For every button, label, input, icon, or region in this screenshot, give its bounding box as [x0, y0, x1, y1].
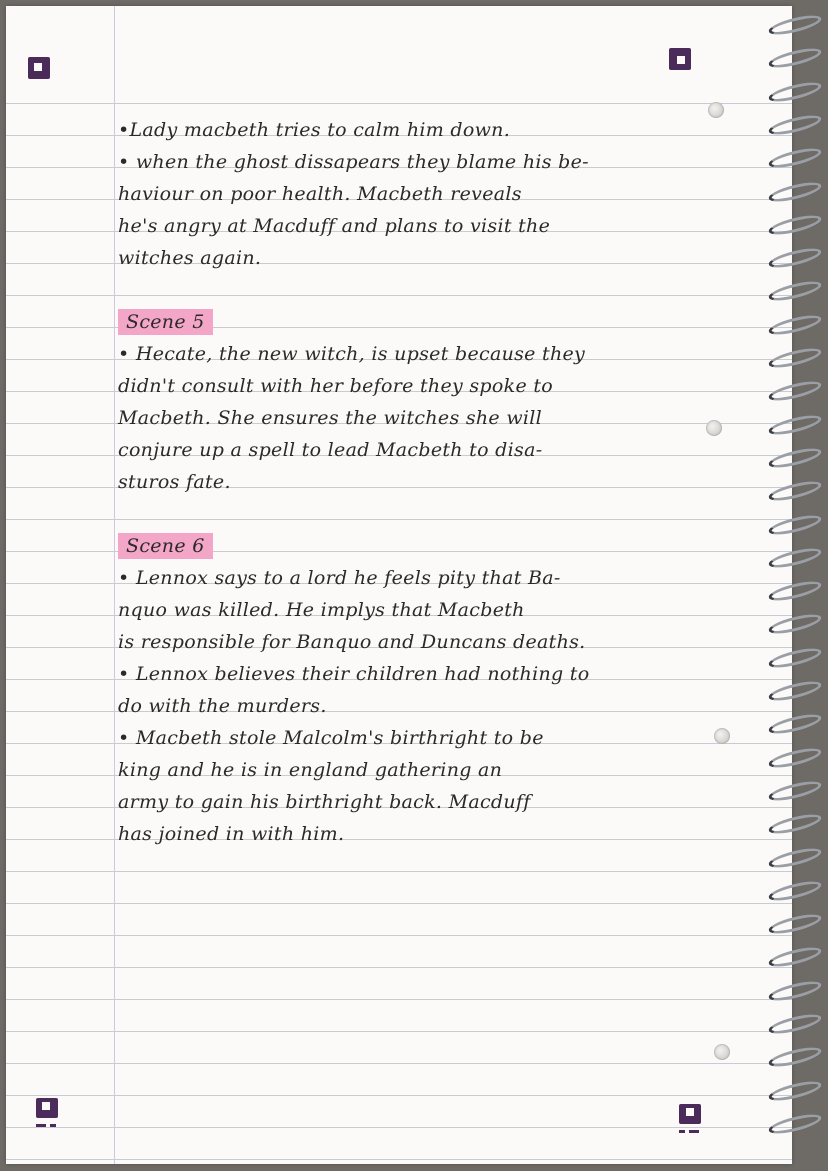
spiral-coil	[767, 445, 823, 472]
spiral-coil	[767, 811, 823, 838]
note-text: • Lennox believes their children had nothing to	[118, 663, 590, 685]
note-line	[118, 242, 778, 274]
spiral-coil	[767, 112, 823, 139]
corner-mark-top-right-icon	[669, 48, 691, 70]
note-line	[118, 178, 778, 210]
spiral-coil	[767, 211, 823, 238]
spiral-coil	[767, 1111, 823, 1138]
note-text: is responsible for Banquo and Duncans deaths.	[118, 631, 586, 653]
spiral-coil	[767, 644, 823, 671]
note-text: •Lady macbeth tries to calm him down.	[118, 119, 511, 141]
spiral-coil	[767, 145, 823, 172]
note-line	[118, 658, 778, 690]
spiral-coil	[767, 345, 823, 372]
note-text: conjure up a spell to lead Macbeth to disa-	[118, 439, 543, 461]
note-text: • Lennox says to a lord he feels pity that Ba-	[118, 567, 561, 589]
note-text: do with the murders.	[118, 695, 327, 717]
corner-mark-bottom-left-icon	[36, 1098, 58, 1118]
corner-tick-bottom-left	[36, 1124, 46, 1127]
note-line	[118, 274, 778, 306]
spiral-binding	[768, 18, 828, 1158]
note-line	[118, 498, 778, 530]
notebook-page	[6, 6, 792, 1164]
note-line	[118, 786, 778, 818]
spiral-coil	[767, 578, 823, 605]
corner-mark-top-left-icon	[28, 57, 50, 79]
note-text: • Hecate, the new witch, is upset because they	[118, 343, 586, 365]
note-text: witches again.	[118, 247, 262, 269]
note-line	[118, 146, 778, 178]
spiral-coil	[767, 178, 823, 205]
scene-heading: Scene 5	[118, 309, 213, 335]
spiral-coil	[767, 544, 823, 571]
note-text: king and he is in england gathering an	[118, 759, 503, 781]
spiral-coil	[767, 378, 823, 405]
note-line	[118, 626, 778, 658]
note-line	[118, 210, 778, 242]
punch-hole-bottom	[714, 1044, 730, 1060]
spiral-coil	[767, 478, 823, 505]
note-line	[118, 594, 778, 626]
spiral-coil	[767, 711, 823, 738]
spiral-coil	[767, 977, 823, 1004]
spiral-coil	[767, 45, 823, 72]
note-line	[118, 434, 778, 466]
note-line	[118, 466, 778, 498]
note-line	[118, 722, 778, 754]
note-line	[118, 370, 778, 402]
note-text: haviour on poor health. Macbeth reveals	[118, 183, 522, 205]
scene-heading: Scene 6	[118, 533, 213, 559]
note-text: he's angry at Macduff and plans to visit the	[118, 215, 551, 237]
margin-line	[114, 6, 115, 1164]
note-text: nquo was killed. He implys that Macbeth	[118, 599, 525, 621]
spiral-coil	[767, 1044, 823, 1071]
note-line	[118, 690, 778, 722]
note-line	[118, 754, 778, 786]
corner-tick-bottom-right	[679, 1130, 685, 1133]
note-text: • Macbeth stole Malcolm's birthright to be	[118, 727, 544, 749]
note-text: • when the ghost dissapears they blame his be-	[118, 151, 589, 173]
corner-mark-bottom-right-icon	[679, 1104, 701, 1124]
note-line	[118, 402, 778, 434]
spiral-coil	[767, 744, 823, 771]
spiral-coil	[767, 678, 823, 705]
note-line	[118, 530, 778, 562]
note-text: has joined in with him.	[118, 823, 345, 845]
spiral-coil	[767, 1011, 823, 1038]
note-line	[118, 818, 778, 850]
spiral-coil	[767, 511, 823, 538]
spiral-coil	[767, 778, 823, 805]
spiral-coil	[767, 245, 823, 272]
spiral-coil	[767, 78, 823, 105]
spiral-coil	[767, 1077, 823, 1104]
spiral-coil	[767, 411, 823, 438]
corner-tick-bottom-left-2	[50, 1124, 56, 1127]
note-line	[118, 562, 778, 594]
note-text: sturos fate.	[118, 471, 231, 493]
spiral-coil	[767, 611, 823, 638]
note-line	[118, 338, 778, 370]
corner-tick-bottom-right-2	[689, 1130, 699, 1133]
spiral-coil	[767, 911, 823, 938]
note-text: army to gain his birthright back. Macduff	[118, 791, 531, 813]
spiral-coil	[767, 311, 823, 338]
spiral-coil	[767, 944, 823, 971]
note-line	[118, 114, 778, 146]
note-text: Macbeth. She ensures the witches she will	[118, 407, 543, 429]
note-text: didn't consult with her before they spoke to	[118, 375, 554, 397]
spiral-coil	[767, 877, 823, 904]
handwritten-notes	[118, 114, 778, 850]
spiral-coil	[767, 278, 823, 305]
note-line	[118, 306, 778, 338]
spiral-coil	[767, 844, 823, 871]
